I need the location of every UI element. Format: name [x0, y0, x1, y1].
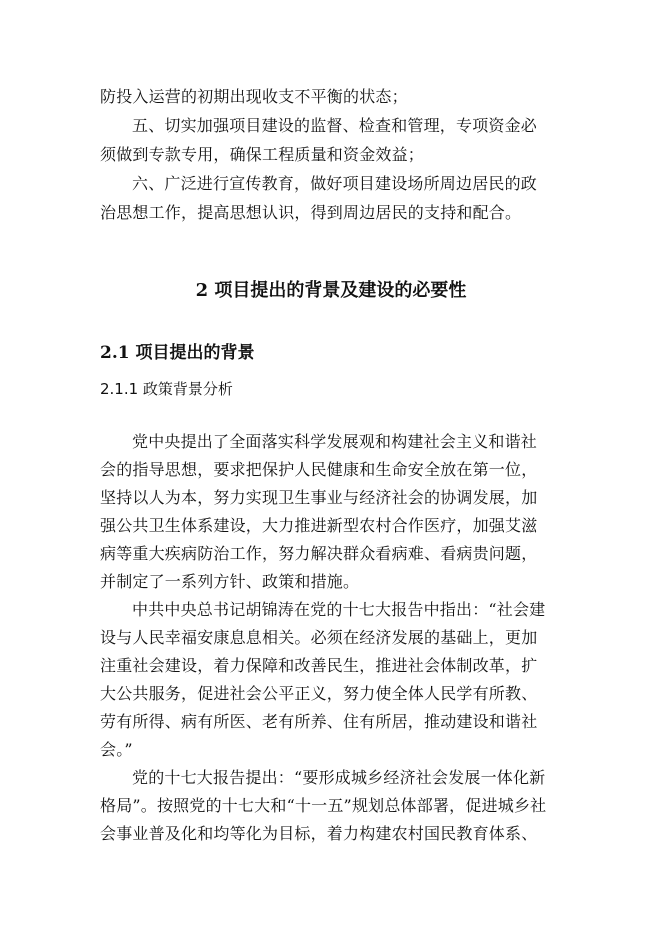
body-line: 党中央提出了全面落实科学发展观和构建社会主义和谐社 [132, 432, 538, 451]
body-line: 会的指导思想，要求把保护人民健康和生命安全放在第一位， [100, 460, 538, 479]
body-line: 中共中央总书记胡锦涛在党的十七大报告中指出：“社会建 [132, 600, 546, 619]
subsection-heading: 2.1 项目提出的背景 [100, 343, 255, 363]
section-heading: 2 项目提出的背景及建设的必要性 [195, 280, 467, 301]
body-line: 强公共卫生体系建设，大力推进新型农村合作医疗，加强艾滋 [100, 516, 538, 535]
intro-line: 治思想工作，提高思想认识，得到周边居民的支持和配合。 [100, 203, 522, 222]
intro-line: 六、广泛进行宣传教育，做好项目建设场所周边居民的政 [132, 174, 538, 193]
body-line: 病等重大疾病防治工作，努力解决群众看病难、看病贵问题， [100, 544, 538, 563]
body-line: 会事业普及化和均等化为目标，着力构建农村国民教育体系、 [100, 824, 538, 843]
body-line: 会。” [100, 740, 133, 759]
intro-line: 须做到专款专用，确保工程质量和资金效益； [100, 145, 425, 164]
subsubsection-heading: 2.1.1 政策背景分析 [100, 380, 233, 398]
body-line: 坚持以人为本，努力实现卫生事业与经济社会的协调发展，加 [100, 488, 538, 507]
intro-line: 五、切实加强项目建设的监督、检查和管理，专项资金必 [132, 116, 538, 135]
body-line: 设与人民幸福安康息息相关。必须在经济发展的基础上，更加 [100, 628, 538, 647]
body-line: 大公共服务，促进社会公平正义，努力使全体人民学有所教、 [100, 684, 538, 703]
intro-line: 防投入运营的初期出现收支不平衡的状态； [100, 87, 408, 106]
body-line: 劳有所得、病有所医、老有所养、住有所居，推动建设和谐社 [100, 712, 538, 731]
body-line: 注重社会建设，着力保障和改善民生，推进社会体制改革，扩 [100, 656, 538, 675]
body-line: 并制定了一系列方针、政策和措施。 [100, 572, 360, 591]
body-line: 格局”。按照党的十七大和“十一五”规划总体部署，促进城乡社 [100, 796, 547, 815]
body-line: 党的十七大报告提出：“要形成城乡经济社会发展一体化新 [132, 768, 546, 787]
